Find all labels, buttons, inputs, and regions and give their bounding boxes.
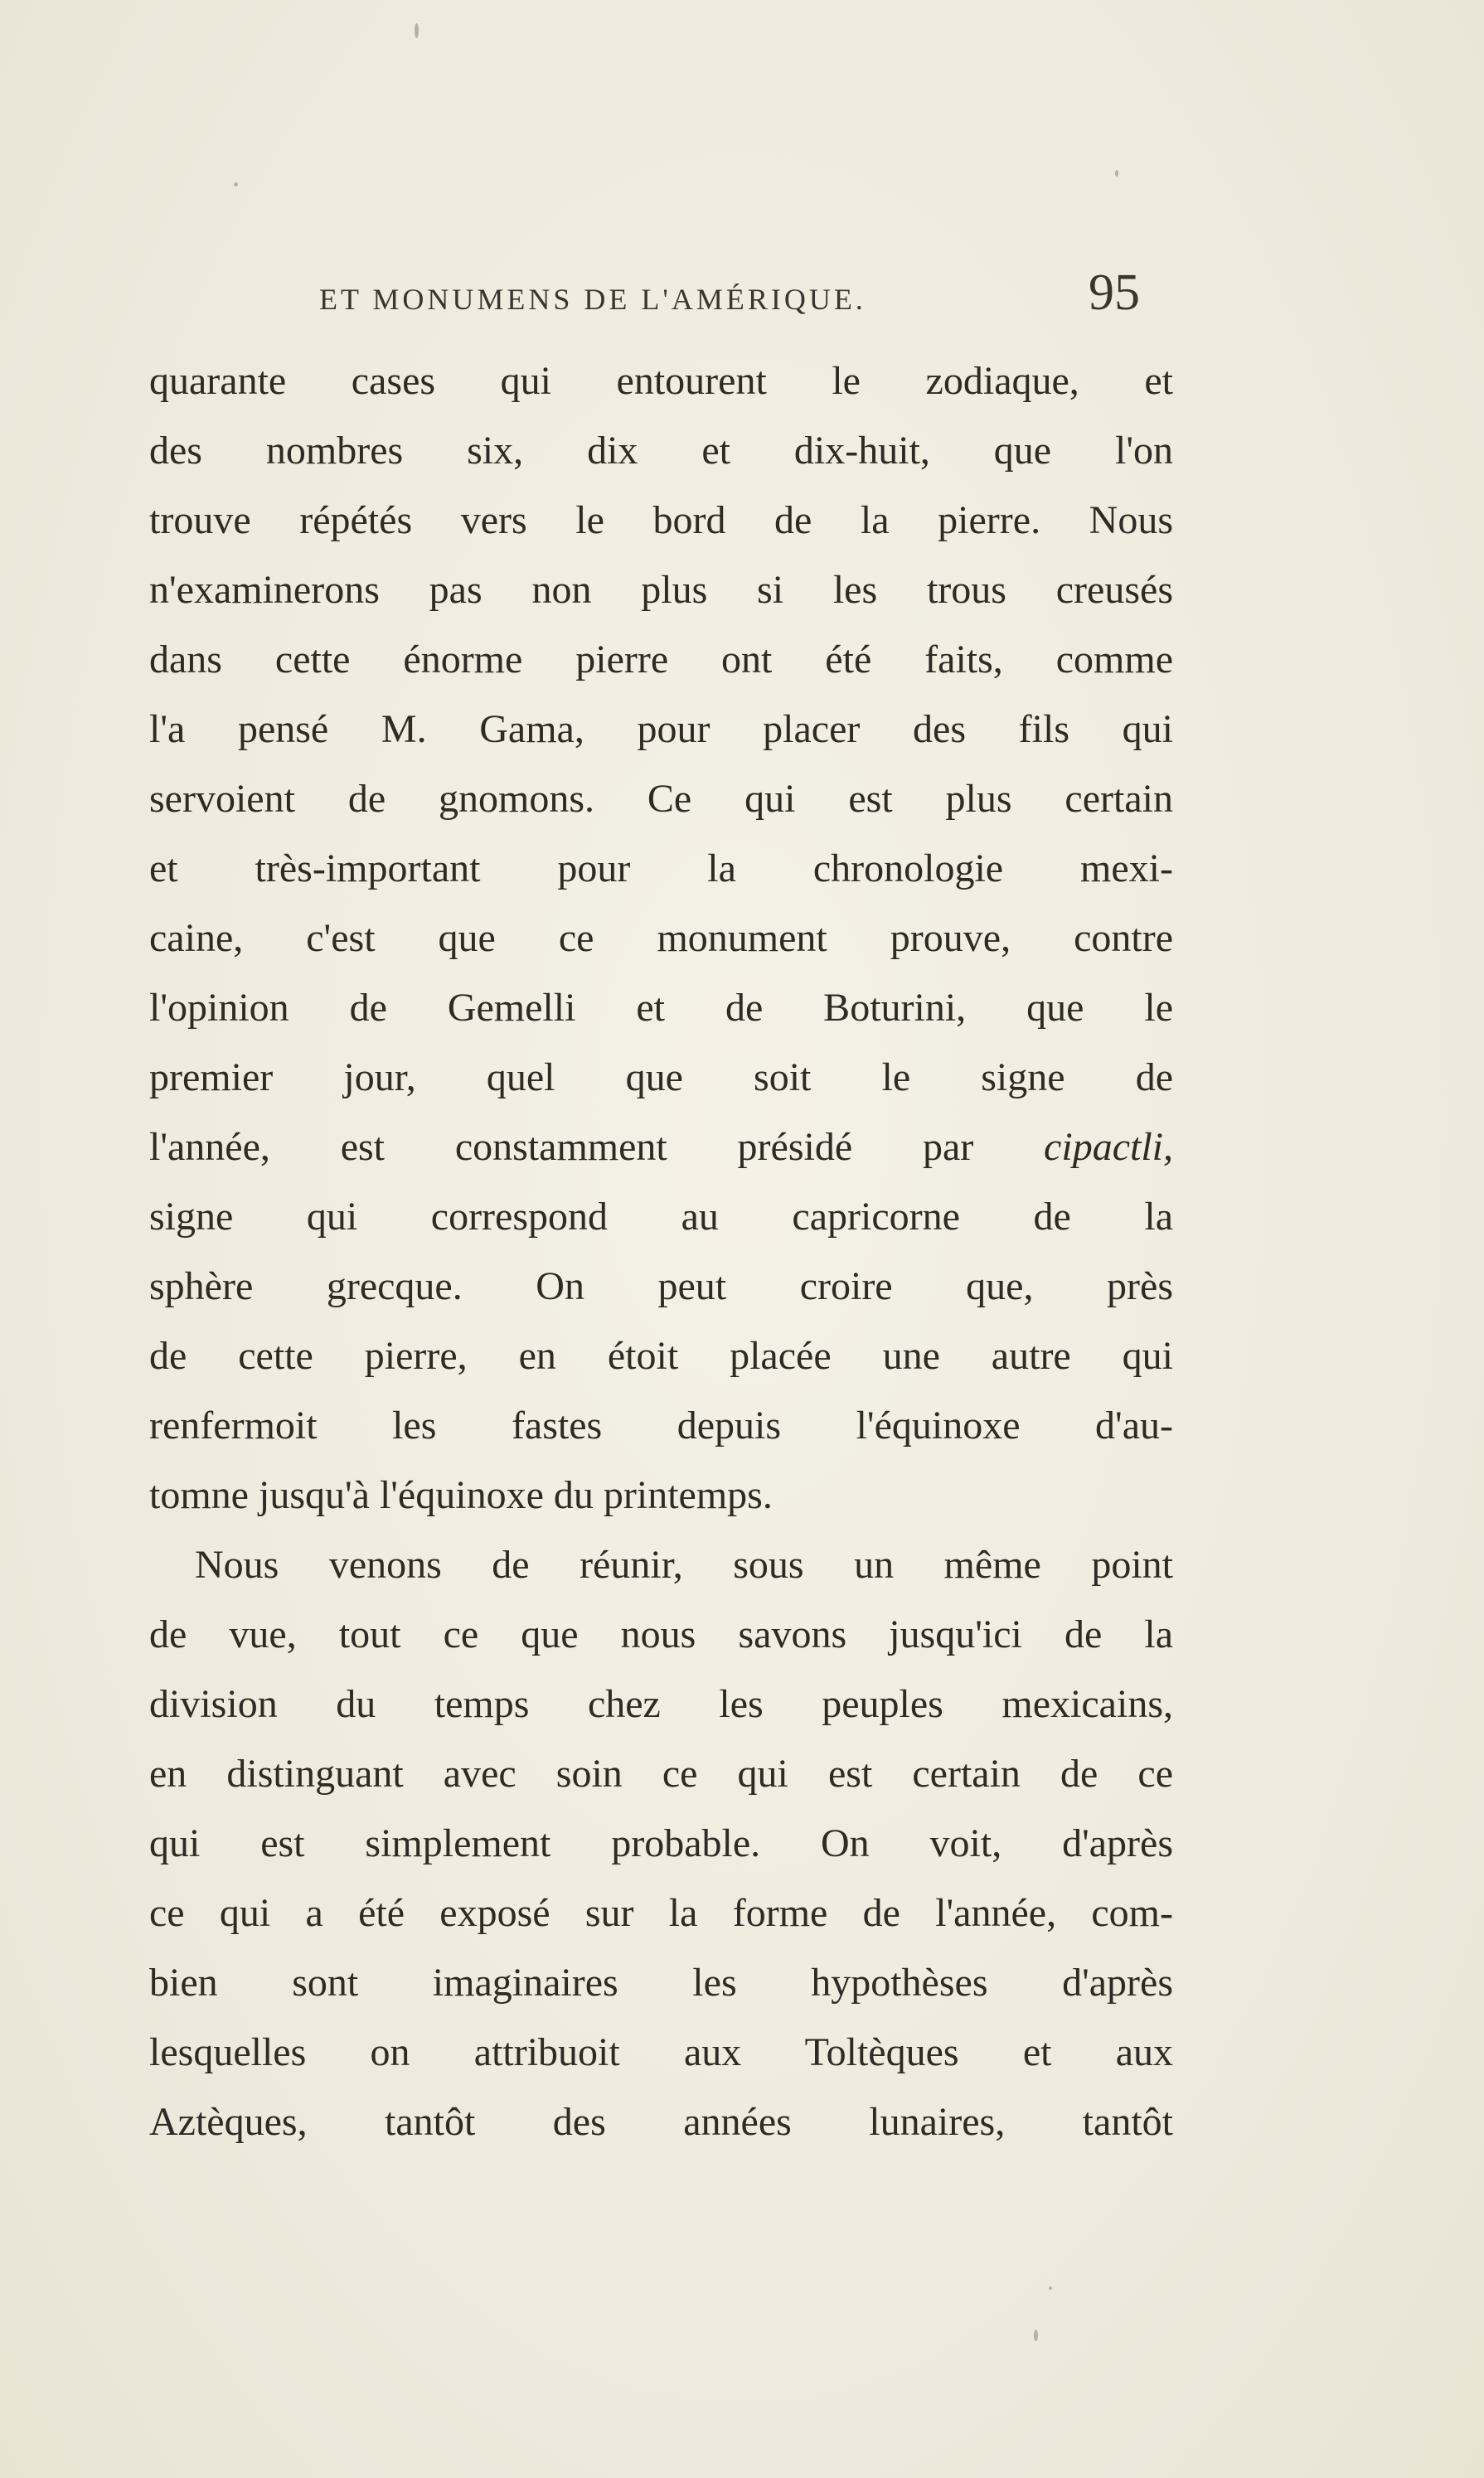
text-line: de cette pierre, en étoit placée une autre qui [149,1334,1173,1378]
text-line: tomne jusqu'à l'équinoxe du printemps. [149,1473,773,1517]
text-line: trouve répétés vers le bord de la pierre. Nous [149,498,1173,542]
paper-speck [1034,2330,1038,2341]
text-line: des nombres six, dix et dix-huit, que l'on [149,429,1173,473]
text-line: en distinguant avec soin ce qui est certain de ce [149,1752,1173,1796]
text-line: servoient de gnomons. Ce qui est plus certain [149,777,1173,821]
text-line: caine, c'est que ce monument prouve, contre [149,916,1173,960]
text-line: l'opinion de Gemelli et de Boturini, que le [149,986,1173,1030]
text-line: et très-important pour la chronologie mexi- [149,846,1173,890]
paper-speck [415,23,419,38]
text-line: premier jour, quel que soit le signe de [149,1055,1173,1099]
paper-speck [234,182,238,187]
text-line-with-italic [149,1113,1173,1182]
text-line: de vue, tout ce que nous savons jusqu'ici de la [149,1612,1173,1656]
body-text [149,347,1173,2157]
page-number: 95 [1089,264,1140,321]
text-line: renfermoit les fastes depuis l'équinoxe d'au- [149,1404,1173,1448]
text-line: l'a pensé M. Gama, pour placer des fils qui [149,707,1173,751]
text-line: sphère grecque. On peut croire que, près [149,1264,1173,1308]
running-head [153,264,1173,338]
paper-speck [1049,2286,1052,2290]
text-line: ce qui a été exposé sur la forme de l'année, com- [149,1891,1173,1935]
text-line: division du temps chez les peuples mexicains, [149,1682,1173,1726]
text-line: bien sont imaginaires les hypothèses d'après [149,1961,1173,2005]
running-title: ET MONUMENS DE L'AMÉRIQUE. [319,283,866,316]
paragraph-start-line: Nous venons de réunir, sous un même point [195,1543,1173,1587]
italic-term: cipactli, [1044,1125,1173,1169]
text-line: dans cette énorme pierre ont été faits, comme [149,638,1173,681]
text-line: Aztèques, tantôt des années lunaires, tantôt [149,2100,1173,2144]
paper-speck [1115,170,1118,177]
text-line: n'examinerons pas non plus si les trous creusés [149,568,1173,612]
text-line: quarante cases qui entourent le zodiaque, et [149,359,1173,403]
text-line: qui est simplement probable. On voit, d'après [149,1821,1173,1865]
text-line-segment: l'année, est constamment présidé par [149,1125,974,1169]
text-line: lesquelles on attribuoit aux Toltèques et aux [149,2030,1173,2074]
text-line: signe qui correspond au capricorne de la [149,1195,1173,1239]
